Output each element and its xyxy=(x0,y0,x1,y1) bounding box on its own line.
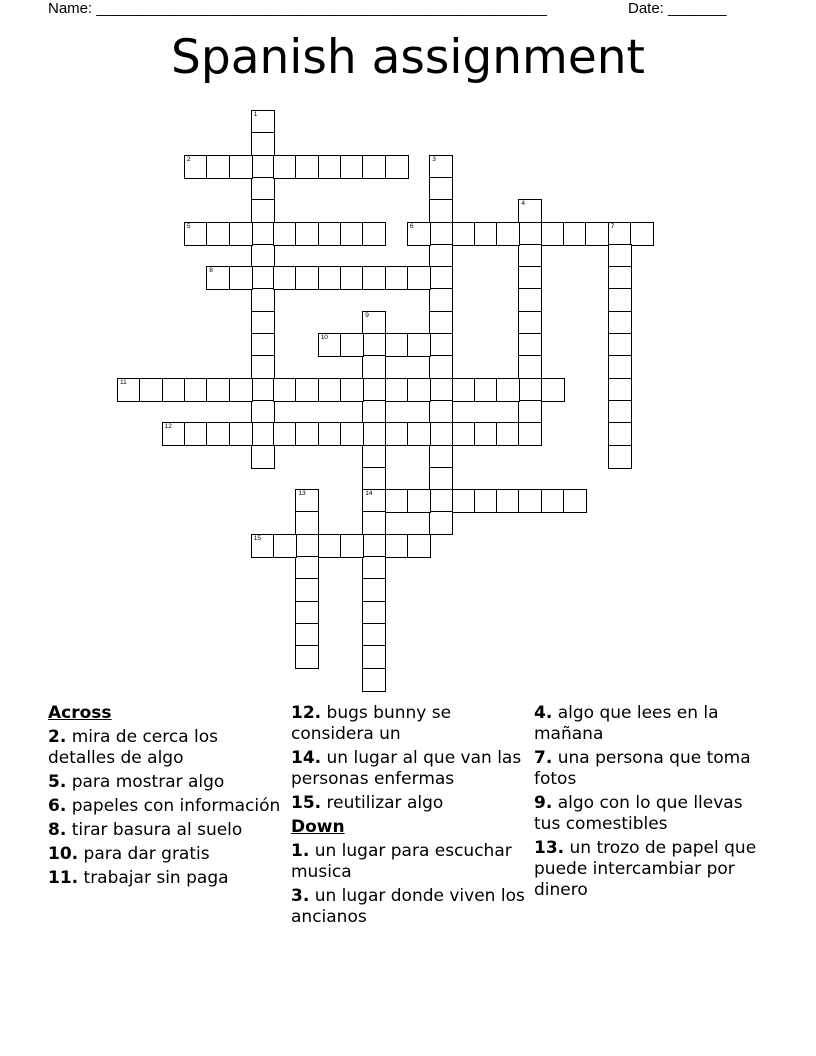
grid-cell[interactable] xyxy=(608,400,632,424)
clue-number-label: 7 xyxy=(610,222,615,230)
grid-cell[interactable] xyxy=(295,534,319,558)
grid-cell[interactable] xyxy=(407,333,431,357)
grid-cell[interactable] xyxy=(251,288,275,312)
date-field-line[interactable]: Date: _______ xyxy=(628,0,727,17)
grid-cell[interactable] xyxy=(608,378,632,402)
grid-cell[interactable] xyxy=(318,222,342,246)
grid-cell[interactable] xyxy=(295,601,319,625)
grid-cell[interactable] xyxy=(251,400,275,424)
grid-cell[interactable] xyxy=(608,266,632,290)
clue-item xyxy=(291,703,526,745)
grid-cell[interactable] xyxy=(362,556,386,580)
clue-number: 7. xyxy=(534,748,553,768)
grid-cell[interactable] xyxy=(340,333,364,357)
clue-item xyxy=(534,703,769,745)
grid-cell[interactable] xyxy=(407,266,431,290)
grid-cell[interactable] xyxy=(340,155,364,179)
grid-cell[interactable] xyxy=(496,378,520,402)
grid-cell[interactable] xyxy=(273,534,297,558)
clue-column-3 xyxy=(534,703,769,904)
grid-cell[interactable] xyxy=(407,222,431,246)
across-heading: Across xyxy=(48,703,112,723)
grid-cell[interactable] xyxy=(452,489,476,513)
clue-item xyxy=(291,748,526,790)
clue-text: para dar gratis xyxy=(83,844,210,864)
grid-cell[interactable] xyxy=(385,534,409,558)
grid-cell[interactable] xyxy=(251,333,275,357)
grid-cell[interactable] xyxy=(273,378,297,402)
grid-cell[interactable] xyxy=(295,266,319,290)
grid-cell[interactable] xyxy=(184,222,208,246)
grid-cell[interactable] xyxy=(518,199,542,223)
clue-number-label: 12 xyxy=(164,423,172,431)
grid-cell[interactable] xyxy=(630,222,654,246)
grid-cell[interactable] xyxy=(229,378,253,402)
grid-cell[interactable] xyxy=(429,378,453,402)
clue-text: un lugar donde viven los ancianos xyxy=(291,886,525,927)
grid-cell[interactable] xyxy=(273,222,297,246)
grid-cell[interactable] xyxy=(295,511,319,535)
grid-cell[interactable] xyxy=(340,378,364,402)
grid-cell[interactable] xyxy=(318,266,342,290)
clue-number: 10. xyxy=(48,844,79,864)
grid-cell[interactable] xyxy=(318,422,342,446)
grid-cell[interactable] xyxy=(429,422,453,446)
clue-number-label: 3 xyxy=(432,155,436,163)
grid-cell[interactable] xyxy=(541,489,565,513)
grid-cell[interactable] xyxy=(518,378,542,402)
grid-cell[interactable] xyxy=(518,400,542,424)
grid-cell[interactable] xyxy=(206,378,230,402)
clue-text: tirar basura al suelo xyxy=(71,820,243,840)
grid-cell[interactable] xyxy=(295,556,319,580)
clue-text: algo con lo que llevas tus comestibles xyxy=(534,793,743,834)
grid-cell[interactable] xyxy=(340,422,364,446)
grid-cell[interactable] xyxy=(251,155,275,179)
grid-cell[interactable] xyxy=(518,422,542,446)
grid-cell[interactable] xyxy=(362,511,386,535)
clue-number-label: 14 xyxy=(365,490,373,498)
clue-number-label: 5 xyxy=(186,222,191,230)
grid-cell[interactable] xyxy=(585,222,609,246)
grid-cell[interactable] xyxy=(251,534,275,558)
clue-text: bugs bunny se considera un xyxy=(291,703,452,744)
clue-number: 13. xyxy=(534,838,565,858)
grid-cell[interactable] xyxy=(429,333,453,357)
clue-number-label: 13 xyxy=(298,490,306,498)
grid-cell[interactable] xyxy=(407,489,431,513)
grid-cell[interactable] xyxy=(273,266,297,290)
grid-cell[interactable] xyxy=(251,378,275,402)
clue-number: 15. xyxy=(291,793,322,813)
grid-cell[interactable] xyxy=(251,355,275,379)
grid-cell[interactable] xyxy=(429,155,453,179)
clue-number: 12. xyxy=(291,703,322,723)
clue-text: reutilizar algo xyxy=(326,793,444,813)
grid-cell[interactable] xyxy=(385,333,409,357)
grid-cell[interactable] xyxy=(295,489,319,513)
page-title: Spanish assignment xyxy=(171,30,645,85)
grid-cell[interactable] xyxy=(251,422,275,446)
grid-cell[interactable] xyxy=(385,155,409,179)
clue-item xyxy=(291,793,526,814)
clue-number: 1. xyxy=(291,841,310,861)
grid-cell[interactable] xyxy=(452,422,476,446)
grid-cell[interactable] xyxy=(184,155,208,179)
grid-cell[interactable] xyxy=(251,177,275,201)
clue-item xyxy=(48,772,283,793)
grid-cell[interactable] xyxy=(518,355,542,379)
grid-cell[interactable] xyxy=(474,489,498,513)
grid-cell[interactable] xyxy=(608,222,632,246)
grid-cell[interactable] xyxy=(407,378,431,402)
grid-cell[interactable] xyxy=(162,422,186,446)
clue-number-label: 10 xyxy=(320,334,328,341)
grid-cell[interactable] xyxy=(518,244,542,268)
grid-cell[interactable] xyxy=(251,132,275,156)
clue-text: un lugar para escuchar musica xyxy=(291,841,512,882)
grid-cell[interactable] xyxy=(429,288,453,312)
grid-cell[interactable] xyxy=(429,244,453,268)
clue-number: 4. xyxy=(534,703,553,723)
grid-cell[interactable] xyxy=(407,534,431,558)
grid-cell[interactable] xyxy=(362,489,386,513)
clue-number-label: 4 xyxy=(521,200,526,208)
grid-cell[interactable] xyxy=(229,422,253,446)
grid-cell[interactable] xyxy=(362,601,386,625)
grid-cell[interactable] xyxy=(385,489,409,513)
grid-cell[interactable] xyxy=(251,266,275,290)
grid-cell[interactable] xyxy=(407,422,431,446)
grid-cell[interactable] xyxy=(362,378,386,402)
grid-cell[interactable] xyxy=(608,333,632,357)
grid-cell[interactable] xyxy=(429,445,453,469)
clue-item xyxy=(48,868,283,889)
grid-cell[interactable] xyxy=(608,355,632,379)
clue-number-label: 15 xyxy=(253,534,262,542)
grid-cell[interactable] xyxy=(608,445,632,469)
clue-item xyxy=(534,838,769,901)
grid-cell[interactable] xyxy=(429,489,453,513)
grid-cell[interactable] xyxy=(229,155,253,179)
grid-cell[interactable] xyxy=(273,422,297,446)
grid-cell[interactable] xyxy=(541,222,565,246)
grid-cell[interactable] xyxy=(452,378,476,402)
grid-cell[interactable] xyxy=(206,266,230,290)
grid-cell[interactable] xyxy=(184,422,208,446)
grid-cell[interactable] xyxy=(608,422,632,446)
grid-cell[interactable] xyxy=(318,378,342,402)
grid-cell[interactable] xyxy=(518,311,542,335)
grid-cell[interactable] xyxy=(518,333,542,357)
name-field-line[interactable]: Name: ______________________________________________________ xyxy=(48,0,547,17)
clue-number-label: 2 xyxy=(186,155,191,163)
grid-cell[interactable] xyxy=(362,534,386,558)
grid-cell[interactable] xyxy=(429,400,453,424)
grid-cell[interactable] xyxy=(362,445,386,469)
grid-cell[interactable] xyxy=(429,511,453,535)
grid-cell[interactable] xyxy=(518,288,542,312)
grid-cell[interactable] xyxy=(608,288,632,312)
clue-column-2 xyxy=(291,703,526,931)
grid-cell[interactable] xyxy=(162,378,186,402)
grid-cell[interactable] xyxy=(139,378,163,402)
clue-number: 11. xyxy=(48,868,79,888)
grid-cell[interactable] xyxy=(518,489,542,513)
clue-number: 3. xyxy=(291,886,310,906)
grid-cell[interactable] xyxy=(362,578,386,602)
clue-number: 6. xyxy=(48,796,67,816)
grid-cell[interactable] xyxy=(184,378,208,402)
grid-cell[interactable] xyxy=(563,222,587,246)
grid-cell[interactable] xyxy=(251,110,275,134)
grid-cell[interactable] xyxy=(362,311,386,335)
clue-number-label: 9 xyxy=(365,311,369,319)
grid-cell[interactable] xyxy=(362,668,386,692)
grid-cell[interactable] xyxy=(362,400,386,424)
grid-cell[interactable] xyxy=(340,534,364,558)
clue-number-label: 6 xyxy=(409,222,414,230)
grid-cell[interactable] xyxy=(318,534,342,558)
grid-cell[interactable] xyxy=(474,422,498,446)
clue-text: para mostrar algo xyxy=(71,772,225,792)
grid-cell[interactable] xyxy=(295,578,319,602)
grid-cell[interactable] xyxy=(318,333,342,357)
clue-number: 2. xyxy=(48,727,67,747)
grid-cell[interactable] xyxy=(474,378,498,402)
grid-cell[interactable] xyxy=(608,244,632,268)
clue-item xyxy=(48,820,283,841)
grid-cell[interactable] xyxy=(608,311,632,335)
grid-cell[interactable] xyxy=(362,266,386,290)
clue-text: un lugar al que van las personas enfermas xyxy=(291,748,522,789)
grid-cell[interactable] xyxy=(206,422,230,446)
grid-cell[interactable] xyxy=(362,155,386,179)
grid-cell[interactable] xyxy=(429,199,453,223)
grid-cell[interactable] xyxy=(251,244,275,268)
down-heading: Down xyxy=(291,817,345,837)
grid-cell[interactable] xyxy=(295,645,319,669)
grid-cell[interactable] xyxy=(362,467,386,491)
grid-cell[interactable] xyxy=(429,266,453,290)
grid-cell[interactable] xyxy=(518,266,542,290)
grid-cell[interactable] xyxy=(429,467,453,491)
clue-item xyxy=(48,727,283,769)
grid-cell[interactable] xyxy=(318,155,342,179)
grid-cell[interactable] xyxy=(518,222,542,246)
grid-cell[interactable] xyxy=(251,222,275,246)
grid-cell[interactable] xyxy=(206,155,230,179)
clue-item xyxy=(534,748,769,790)
clue-number-label: 8 xyxy=(209,267,213,275)
grid-cell[interactable] xyxy=(496,489,520,513)
grid-cell[interactable] xyxy=(362,333,386,357)
grid-cell[interactable] xyxy=(251,445,275,469)
grid-cell[interactable] xyxy=(362,422,386,446)
grid-cell[interactable] xyxy=(340,222,364,246)
grid-cell[interactable] xyxy=(385,266,409,290)
grid-cell[interactable] xyxy=(474,222,498,246)
grid-cell[interactable] xyxy=(452,222,476,246)
grid-cell[interactable] xyxy=(117,378,141,402)
grid-cell[interactable] xyxy=(385,378,409,402)
clue-item xyxy=(48,844,283,865)
clue-item xyxy=(291,841,526,883)
grid-cell[interactable] xyxy=(429,355,453,379)
grid-cell[interactable] xyxy=(229,266,253,290)
clue-item xyxy=(48,796,283,817)
grid-cell[interactable] xyxy=(362,222,386,246)
grid-cell[interactable] xyxy=(362,355,386,379)
grid-cell[interactable] xyxy=(429,177,453,201)
grid-cell[interactable] xyxy=(251,199,275,223)
clue-number: 14. xyxy=(291,748,322,768)
clue-column-1 xyxy=(48,703,283,892)
clue-item xyxy=(534,793,769,835)
clue-text: una persona que toma fotos xyxy=(534,748,751,789)
grid-cell[interactable] xyxy=(229,222,253,246)
clue-text: algo que lees en la mañana xyxy=(534,703,719,744)
grid-cell[interactable] xyxy=(496,422,520,446)
clue-number: 8. xyxy=(48,820,67,840)
clue-number-label: 1 xyxy=(253,111,258,118)
grid-cell[interactable] xyxy=(429,222,453,246)
clue-text: trabajar sin paga xyxy=(83,868,229,888)
grid-cell[interactable] xyxy=(362,623,386,647)
grid-cell[interactable] xyxy=(206,222,230,246)
grid-cell[interactable] xyxy=(273,155,297,179)
grid-cell[interactable] xyxy=(251,311,275,335)
clue-number: 5. xyxy=(48,772,67,792)
clue-text: un trozo de papel que puede intercambiar por dinero xyxy=(534,838,757,900)
clue-number-label: 11 xyxy=(120,378,127,386)
grid-cell[interactable] xyxy=(295,623,319,647)
clue-number: 9. xyxy=(534,793,553,813)
grid-cell[interactable] xyxy=(496,222,520,246)
clue-text: mira de cerca los detalles de algo xyxy=(48,727,219,768)
grid-cell[interactable] xyxy=(295,422,319,446)
grid-cell[interactable] xyxy=(295,155,319,179)
grid-cell[interactable] xyxy=(385,422,409,446)
clue-text: papeles con información xyxy=(71,796,281,816)
grid-cell[interactable] xyxy=(362,645,386,669)
grid-cell[interactable] xyxy=(295,378,319,402)
clue-item xyxy=(291,886,526,928)
grid-cell[interactable] xyxy=(563,489,587,513)
grid-cell[interactable] xyxy=(295,222,319,246)
grid-cell[interactable] xyxy=(340,266,364,290)
grid-cell[interactable] xyxy=(429,311,453,335)
grid-cell[interactable] xyxy=(541,378,565,402)
